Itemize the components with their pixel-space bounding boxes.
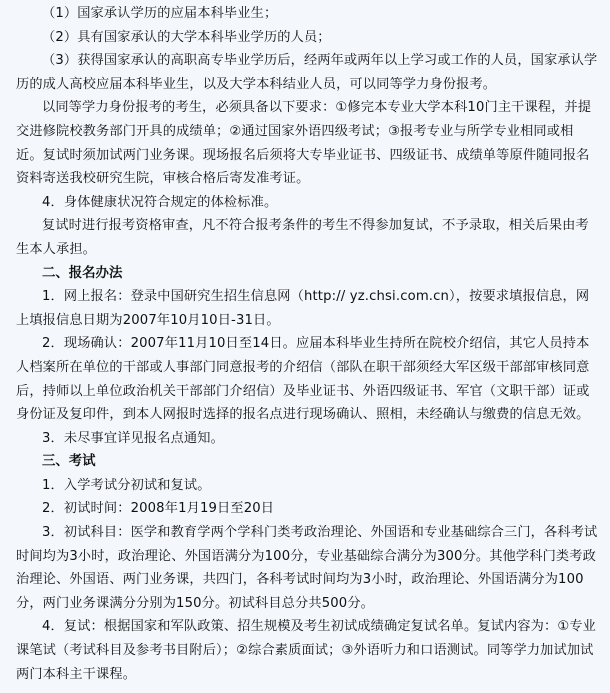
paragraph-exam-subjects: 3．初试科目：医学和教育学两个学科门类考政治理论、外国语和专业基础综合三门，各科考试时间均为3小时，政治理论、外国语满分为100分，专业基础综合满分为300分。其他学科门类考政治理论、外国语、两门业务课，共四门，各科考试时间均为3小时，政治理论、外国语满分为100分，两门业务课满分分别为150分。初试科目总分共500分。 — [16, 525, 598, 611]
paragraph-exam-time: 2．初试时间：2008年1月19日至20日 — [42, 501, 275, 517]
paragraph-health: 4．身体健康状况符合规定的体检标准。 — [42, 194, 278, 210]
paragraph-retest: 4．复试：根据国家和军队政策、招生规模及考生初试成绩确定复试名单。复试内容为：①专业课笔试（考试科目及参考书目附后）；②综合素质面试；③外语听力和口语测试。同等学力加试加试两门本科主干课程。 — [16, 619, 597, 682]
paragraph-other-notice: 3．未尽事宜详见报名点通知。 — [42, 430, 224, 446]
paragraph-item-3: （3）获得国家承认的高职高专毕业学历后，经两年或两年以上学习或工作的人员，国家承认学历的成人高校应届本科毕业生，以及大学本科结业人员，可以同等学力身份报考。 — [16, 53, 598, 92]
section-heading-registration: 二、报名办法 — [42, 265, 123, 281]
paragraph-item-1: （1）国家承认学历的应届本科毕业生； — [42, 6, 278, 21]
paragraph-item-2: （2）具有国家承认的大学本科毕业学历的人员； — [42, 29, 331, 45]
paragraph-onsite-confirmation: 2．现场确认：2007年11月10日至14日。应届本科毕业生持所在院校介绍信，其它人员持本人档案所在单位的干部或人事部门同意报考的介绍信（部队在职干部须经大军区级干部部审核同意后，持师以上单位政治机关干部部门介绍信）及毕业证书、外语四级证书、军官（文职干部）证或身份证及复印件，到本人网报时选择的报名点进行现场确认、照相，未经确认与缴费的信息无效。 — [16, 336, 590, 423]
paragraph-online-registration: 1．网上报名：登录中国研究生招生信息网（http:// yz.chsi.com.cn），按要求填报信息，网上填报信息日期为2007年10月10日-31日。 — [16, 289, 590, 328]
paragraph-qualification-review: 复试时进行报考资格审查，凡不符合报考条件的考生不得参加复试，不予录取，相关后果由考生本人承担。 — [16, 218, 589, 257]
paragraph-exam-structure: 1．入学考试分初试和复试。 — [42, 477, 211, 493]
section-heading-exam: 三、考试 — [42, 454, 96, 470]
paragraph-equivalent-requirements: 以同等学力身份报考的考生，必须具备以下要求：①修完本专业大学本科10门主干课程，并提交进修院校教务部门开具的成绩单；②通过国家外语四级考试；③报考专业与所学专业相同或相近。复试时须加试两门业务课。现场报名后须将大专毕业证书、四级证书、成绩单等原件随同报名资料寄送我校研究生院，审核合格后寄发准考证。 — [16, 100, 592, 187]
